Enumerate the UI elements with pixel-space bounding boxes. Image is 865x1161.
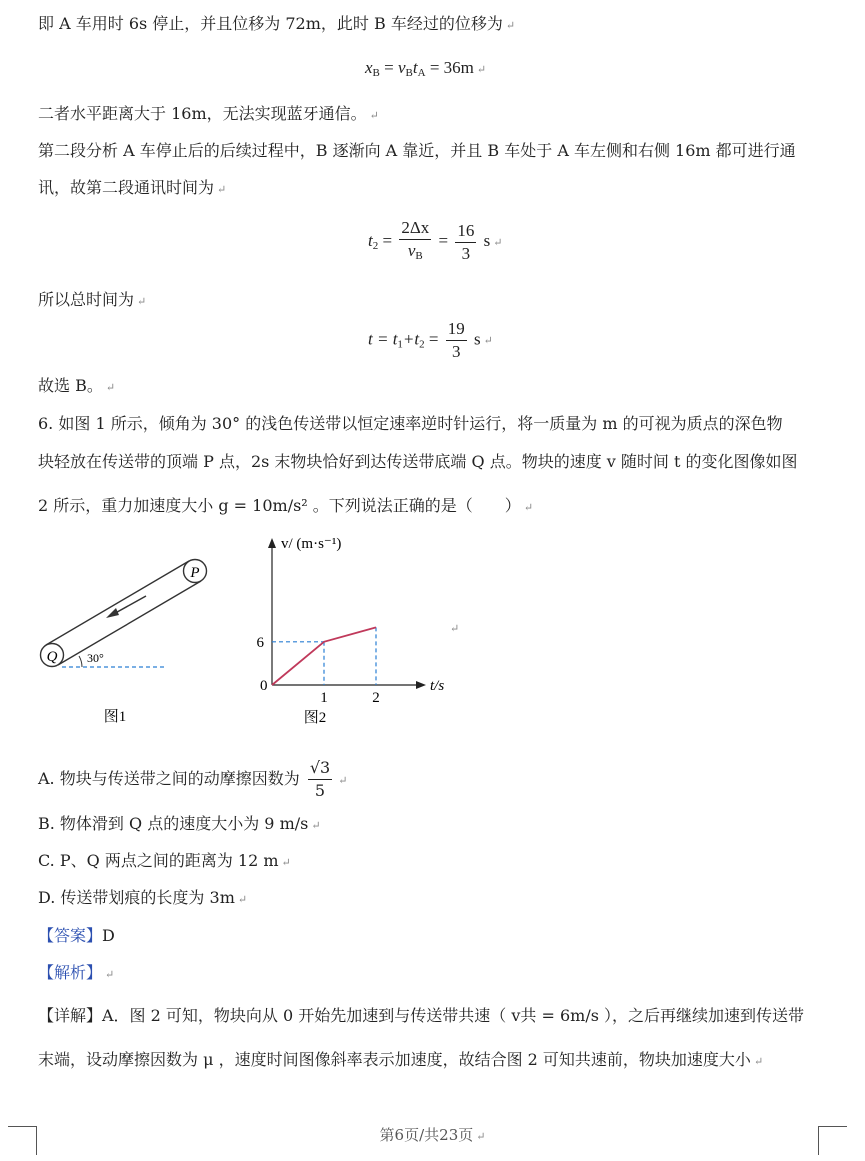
detail-line-2: 末端，设动摩擦因数为 μ ，速度时间图像斜率表示加速度，故结合图 2 可知共速前，物块加速度大小 ↵ [38, 1050, 764, 1069]
x-tick-1: 1 [320, 690, 328, 706]
y-tick-6: 6 [256, 634, 264, 651]
equation-1: $x_B = v_Bt_A = 36m$ ↵ [365, 58, 487, 79]
paragraph-2: 二者水平距离大于 16m，无法实现蓝牙通信。 ↵ [38, 104, 379, 123]
figure-1-conveyor [30, 548, 230, 738]
question-6-line-2: 块轻放在传送带的顶端 P 点，2s 末物块恰好到达传送带底端 Q 点。物块的速度 v 随时间 t 的变化图像如图 [38, 452, 798, 471]
paragraph-3b: 讯，故第二段通讯时间为 ↵ [38, 178, 227, 197]
paragraph-1: 即 A 车用时 6s 停止，并且位移为 72m，此时 B 车经过的位移为 ↵ [38, 14, 516, 33]
question-6-line-3: 2 所示，重力加速度大小 g = 10m/s² 。下列说法正确的是（ ） ↵ [38, 496, 534, 515]
document-page: 即 A 车用时 6s 停止，并且位移为 72m，此时 B 车经过的位移为 ↵ $x_B = v_Bt_A = 36m$ ↵ 二者水平距离大于 16m，无法实现蓝牙通信。 ↵ 第二段分析 A 车停止后的后续过程中，B 逐渐向 A 靠近，并且 B 车处于 A 车左侧和右侧 16m 都可进行通 讯，故第二段通讯时间为 ↵ $t_2$ = $\frac{2\Delta x}{v_B}$ = $\frac{16}{3}$ s ↵ 所以总时间为 ↵ $t = t_1+t_2$ = $\frac{19}{3}$ s ↵ 故选 B。 ↵ 6. 如图 1 所示，倾角为 30° 的浅色传送带以恒定速率逆时针运行，将一质量为 m 的可视为质点的深色物 块轻放在传送带的顶端 P 点，2s 末物块恰好到达传送带底端 Q 点。物块的速度 v 随时间 t 的变化图像如图 2 所示，重力加速度大小 g = 10m/s² 。下列说法正确的是（ ） ↵ P Q 30° 图1 1 2 6 v/ (m·s⁻¹) t/s 0 图2 ↵ A. 物块与传送带之间的动摩擦因数为 $\frac{√3}{5}$ ↵ B. 物体滑到 Q 点的速度大小为 9 m/s ↵ C. P、Q 两点之间的距离为 12 m ↵ D. 传送带划痕的长度为 3m ↵ 【答案】D 【解析】 ↵ 【详解】A．图 2 可知，物块向从 0 开始先加速到与传送带共速（ v共 = 6m/s ），之后再继续加速到传送带 末端，设动摩擦因数为 μ ，速度时间图像斜率表示加速度，故结合图 2 可知共速前，物块加速度大小 ↵ 第6页/共23页 ↵ [0, 0, 865, 1161]
equation-3: $t = t_1+t_2$ = $\frac{19}{3}$ s ↵ [368, 319, 493, 361]
figure-1-caption: 图1 [103, 709, 127, 725]
origin-label: 0 [260, 678, 268, 694]
angle-label: 30° [87, 651, 104, 665]
paragraph-4: 所以总时间为 ↵ [38, 290, 147, 309]
conveyor-belt [41, 560, 207, 667]
paragraph-5: 故选 B。 ↵ [38, 376, 116, 395]
analysis-line: 【解析】 ↵ [38, 963, 115, 982]
y-axis-label: v/ (m·s⁻¹) [281, 536, 342, 552]
page-footer: 第6页/共23页 ↵ [379, 1126, 486, 1144]
question-6-line-1: 6. 如图 1 所示，倾角为 30° 的浅色传送带以恒定速率逆时针运行，将一质量为 m 的可视为质点的深色物 [38, 414, 783, 433]
answer-line: 【答案】D [38, 926, 115, 945]
label-q: Q [46, 649, 58, 665]
detail-line-1: 【详解】A．图 2 可知，物块向从 0 开始先加速到与传送带共速（ v共 = 6m/s ），之后再继续加速到传送带 [38, 1006, 805, 1025]
option-c: C. P、Q 两点之间的距离为 12 m ↵ [38, 851, 291, 870]
label-p: P [190, 565, 200, 581]
option-d: D. 传送带划痕的长度为 3m ↵ [38, 888, 248, 907]
x-tick-2: 2 [372, 690, 380, 706]
paragraph-3a: 第二段分析 A 车停止后的后续过程中，B 逐渐向 A 靠近，并且 B 车处于 A 车左侧和右侧 16m 都可进行通 [38, 141, 796, 160]
option-b: B. 物体滑到 Q 点的速度大小为 9 m/s ↵ [38, 814, 321, 833]
figure-2-caption: 图2 [303, 710, 327, 726]
equation-2: $t_2$ = $\frac{2\Delta x}{v_B}$ = $\frac{16}{3}$ s ↵ [368, 218, 503, 263]
option-a: A. 物块与传送带之间的动摩擦因数为 $\frac{√3}{5}$ ↵ [38, 758, 348, 800]
x-axis-label: t/s [430, 678, 445, 694]
figure-2-vt-chart [250, 530, 470, 735]
